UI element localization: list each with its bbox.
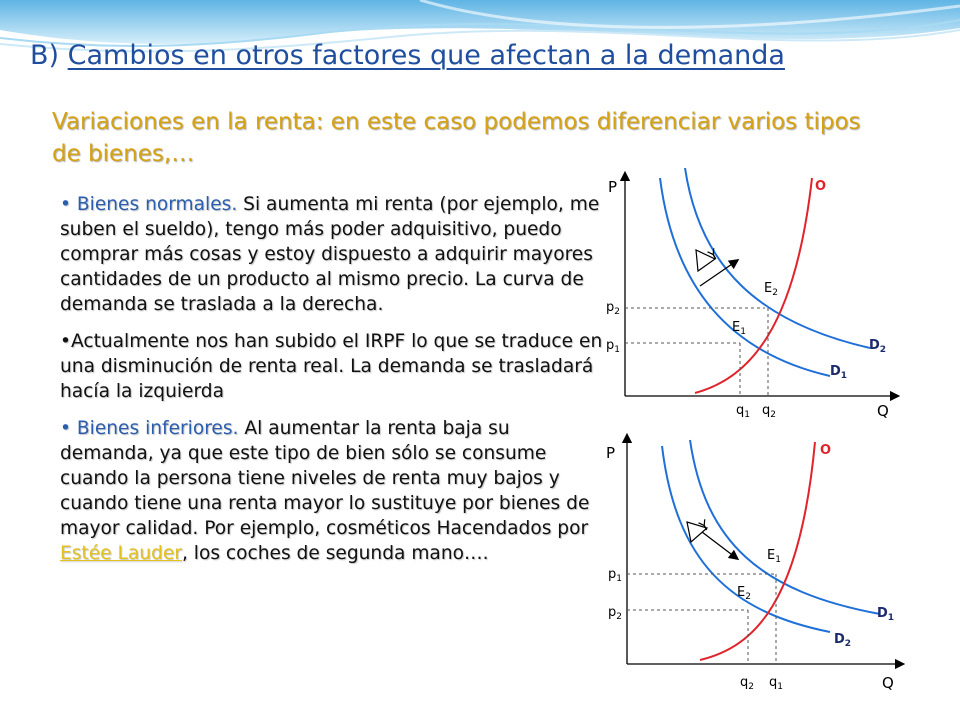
equilibrium-label-upper: $E_2$ [764, 281, 778, 298]
paragraph-text: Al aumentar la renta baja su demanda, ya que este tipo de bien sólo se consume cuando la persona tiene niveles de renta muy bajos y cuando tiene una renta mayor lo sustituye por bienes de mayor calidad. Por ejemplo, cosméticos Hacendados por [60, 418, 590, 539]
supply-curve-o [695, 178, 812, 393]
equilibrium-label-lower: $E_1$ [732, 320, 746, 337]
bullet-dot: • [60, 331, 71, 352]
supply-label: O [820, 443, 832, 458]
x-axis-label: Q [877, 402, 889, 420]
x-axis-label: Q [882, 674, 894, 692]
equilibrium-label-upper: $E_1$ [767, 548, 781, 565]
quantity-label-right: $q_1$ [769, 675, 783, 692]
equilibrium-label-lower: $E_2$ [737, 585, 751, 602]
paragraph-text: Actualmente nos han subido el IRPF lo que se traduce en una disminución de renta real. La demanda se trasladará hacía la izquierda [60, 331, 603, 402]
income-change-icon [696, 246, 735, 286]
paragraph-text: Si aumenta mi renta (por ejemplo, me suben el sueldo), tengo más poder adquisitivo, puedo comprar más cosas y estoy dispuesto a adquirir mayores cantidades de un producto al mismo precio. La curva de demanda se traslada a la derecha. [60, 194, 600, 315]
demand-label-lower: $D_1$ [830, 364, 848, 381]
bullet-heading-inferiores: Bienes inferiores. [76, 418, 239, 439]
supply-label: O [815, 179, 827, 194]
supply-curve-o [700, 442, 815, 660]
y-axis-label: P [606, 444, 616, 462]
title-prefix: B) [30, 40, 68, 71]
price-label-top: $p_1$ [608, 567, 622, 584]
demand-curve-d1 [690, 440, 880, 614]
graph-inferior-goods [590, 432, 910, 702]
quantity-label-right: $q_2$ [762, 403, 776, 420]
bullet-dot: • [60, 194, 71, 215]
demand-curve-d1 [660, 178, 830, 376]
price-label-bottom: $p_2$ [608, 605, 622, 622]
y-axis-label: P [608, 178, 618, 196]
paragraph-text: , los coches de segunda mano…. [181, 543, 489, 564]
price-label-top: $p_2$ [606, 300, 620, 317]
demand-label-upper: $D_1$ [877, 606, 895, 623]
title-main: Cambios en otros factores que afectan a la demanda [67, 40, 785, 71]
paragraph-bienes-normales [60, 192, 605, 317]
paragraph-bienes-inferiores [60, 416, 605, 566]
demand-curve-d2 [662, 446, 830, 632]
demand-label-lower: $D_2$ [834, 632, 852, 649]
estee-lauder-link[interactable]: Estée Lauder [60, 543, 182, 564]
svg-text:Y: Y [706, 246, 722, 265]
paragraph-irpf [60, 329, 605, 404]
body-text [60, 192, 605, 578]
quantity-label-left: $q_1$ [736, 403, 750, 420]
bullet-heading-normales: Bienes normales. [76, 194, 238, 215]
page-title [30, 40, 785, 71]
graph-normal-goods [590, 168, 910, 428]
svg-text:Y: Y [697, 517, 713, 536]
quantity-label-left: $q_2$ [740, 675, 754, 692]
bullet-dot: • [60, 418, 71, 439]
section-subtitle: Variaciones en la renta: en este caso podemos diferenciar varios tipos de bienes,… [52, 109, 861, 167]
price-label-bottom: $p_1$ [606, 338, 620, 355]
demand-label-upper: $D_2$ [869, 338, 887, 355]
